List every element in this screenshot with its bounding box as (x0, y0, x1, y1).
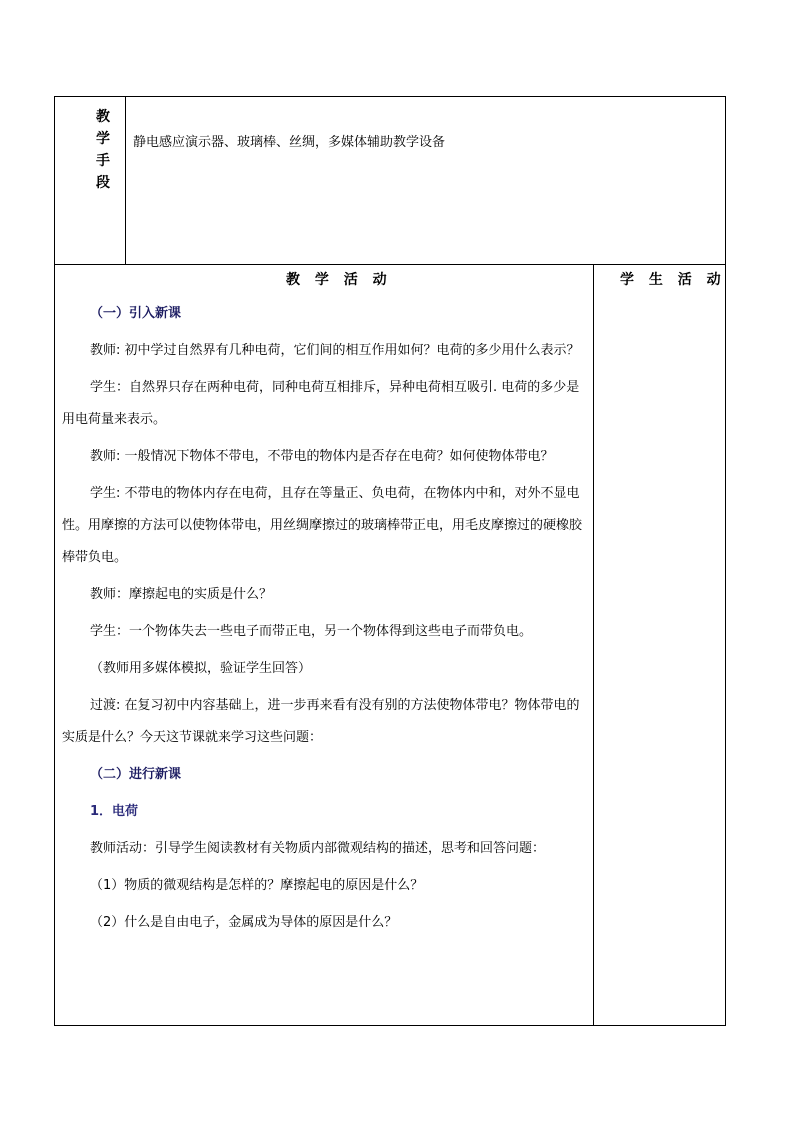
paragraph: 教师: 一般情况下物体不带电，不带电的物体内是否存在电荷？如何使物体带电？ (90, 449, 554, 464)
teaching-activity-header: 教 学 活 动 (286, 272, 392, 288)
paragraph: （2）什么是自由电子，金属成为导体的原因是什么？ (90, 915, 398, 930)
teaching-means-label (92, 106, 114, 194)
paragraph: 教师：摩擦起电的实质是什么？ (90, 587, 273, 602)
paragraph: （教师用多媒体模拟，验证学生回答） (90, 661, 312, 676)
subsection-heading: 1．电荷 (90, 804, 139, 819)
paragraph: 教师: 初中学过自然界有几种电荷，它们间的相互作用如何？电荷的多少用什么表示？ (90, 343, 580, 358)
paragraph: 学生: 不带电的物体内存在电荷，且存在等量正、负电荷，在物体内中和，对外不显电性。用摩擦的方法可以使物体带电，用丝绸摩擦过的玻璃棒带正电，用毛皮摩擦过的硬橡胶棒带负电。 (62, 486, 583, 565)
teaching-means-content: 静电感应演示器、玻璃棒、丝绸，多媒体辅助教学设备 (133, 135, 446, 150)
paragraph: （1）物质的微观结构是怎样的？摩擦起电的原因是什么？ (90, 878, 424, 893)
activity-column-divider (593, 264, 594, 1026)
paragraph: 学生：自然界只存在两种电荷，同种电荷互相排斥，异种电荷相互吸引. 电荷的多少是用电荷量来表示。 (62, 380, 580, 427)
paragraph: 学生：一个物体失去一些电子而带正电，另一个物体得到这些电子而带负电。 (90, 624, 533, 639)
paragraph: 教师活动：引导学生阅读教材有关物质内部微观结构的描述，思考和回答问题： (90, 841, 546, 856)
label-char: 教 (96, 109, 110, 125)
label-char: 段 (96, 175, 110, 191)
row-divider (54, 264, 726, 265)
section-heading: （二）进行新课 (90, 767, 182, 782)
top-row-divider (125, 96, 126, 264)
paragraph: 过渡: 在复习初中内容基础上，进一步再来看有没有别的方法使物体带电？物体带电的实质是什么？今天这节课就来学习这些问题： (62, 698, 580, 745)
teaching-activity-body (62, 298, 590, 939)
student-activity-header: 学 生 活 动 (620, 272, 726, 288)
label-char: 学 (96, 131, 110, 147)
label-char: 手 (96, 153, 110, 169)
section-heading: （一）引入新课 (90, 306, 182, 321)
